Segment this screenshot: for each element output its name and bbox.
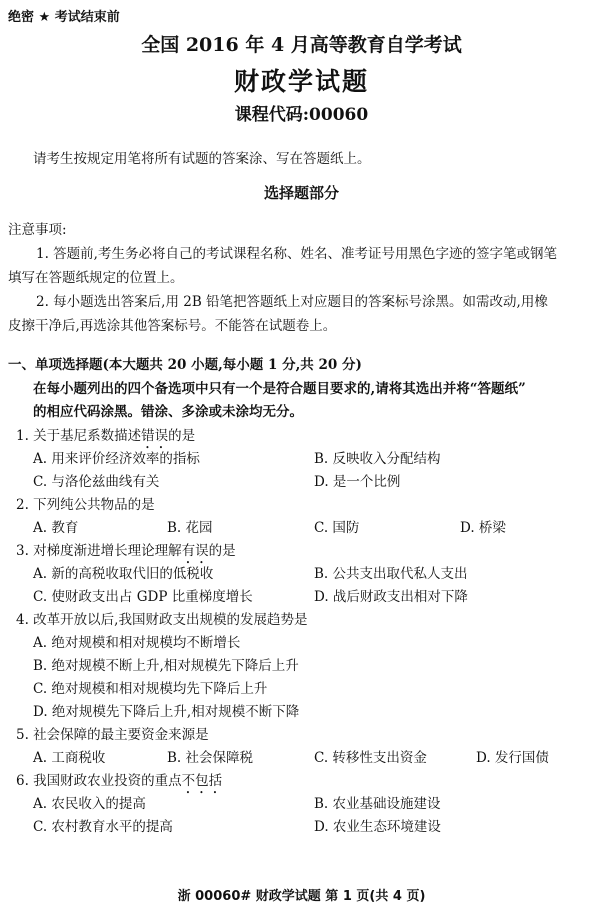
- emphasized-word: 不包括: [181, 773, 223, 789]
- notes-title: 注意事项:: [8, 222, 67, 238]
- option-d: D. 绝对规模先下降后上升,相对规模不断下降: [33, 704, 300, 720]
- option-d: D. 战后财政支出相对下降: [314, 589, 468, 605]
- option-a: A. 新的高税收取代旧的低税收: [33, 566, 214, 582]
- option-a: A. 工商税收: [33, 750, 106, 766]
- subject-title: 财政学试题: [233, 67, 369, 96]
- option-c: C. 绝对规模和相对规模均先下降后上升: [33, 681, 268, 697]
- part-1-title: 一、单项选择题(本大题共 20 小题,每小题 1 分,共 20 分): [8, 357, 362, 373]
- option-c: C. 使财政支出占 GDP 比重梯度增长: [33, 589, 253, 605]
- question-stem: 6. 我国财政农业投资的重点不包括: [16, 773, 223, 789]
- option-a: A. 绝对规模和相对规模均不断增长: [33, 635, 241, 651]
- option-b: B. 农业基础设施建设: [314, 796, 441, 812]
- section-title: 选择题部分: [263, 184, 339, 202]
- option-a: A. 教育: [33, 520, 79, 536]
- option-d: D. 桥梁: [460, 520, 506, 536]
- option-a: A. 用来评价经济效率的指标: [33, 451, 200, 467]
- exam-title: 全国 2016 年 4 月高等教育自学考试: [141, 34, 462, 56]
- option-d: D. 发行国债: [476, 750, 549, 766]
- option-c: C. 转移性支出资金: [314, 750, 427, 766]
- option-c: C. 国防: [314, 520, 360, 536]
- option-b: B. 公共支出取代私人支出: [314, 566, 468, 582]
- part-1-instruction-line-1: 在每小题列出的四个备选项中只有一个是符合题目要求的,请将其选出并将“答题纸”: [33, 381, 526, 397]
- option-b: B. 社会保障税: [167, 750, 254, 766]
- question-stem: 4. 改革开放以后,我国财政支出规模的发展趋势是: [16, 612, 308, 628]
- option-b: B. 花园: [167, 520, 213, 536]
- emphasized-word: 错误: [141, 428, 169, 444]
- question-stem: 1. 关于基尼系数描述错误的是: [16, 428, 196, 444]
- question-stem: 5. 社会保障的最主要资金来源是: [16, 727, 209, 743]
- question-stem: 2. 下列纯公共物品的是: [16, 497, 155, 513]
- option-b: B. 绝对规模不断上升,相对规模先下降后上升: [33, 658, 299, 674]
- page-footer: 浙 00060# 财政学试题 第 1 页(共 4 页): [177, 889, 426, 904]
- note-1-line-2: 填写在答题纸规定的位置上。: [8, 270, 184, 286]
- note-2-line-1: 2. 每小题选出答案后,用 2B 铅笔把答题纸上对应题目的答案标号涂黑。如需改动,用橡: [36, 294, 548, 310]
- course-code: 课程代码:00060: [234, 105, 369, 125]
- part-1-instruction-line-2: 的相应代码涂黑。错涂、多涂或未涂均无分。: [33, 404, 303, 420]
- confidential-label: 绝密 ★ 考试结束前: [8, 10, 120, 25]
- emphasized-word: 有误: [181, 543, 209, 559]
- question-stem: 3. 对梯度渐进增长理论理解有误的是: [16, 543, 236, 559]
- intro-text: 请考生按规定用笔将所有试题的答案涂、写在答题纸上。: [33, 151, 371, 167]
- option-c: C. 与洛伦兹曲线有关: [33, 474, 160, 490]
- note-1-line-1: 1. 答题前,考生务必将自己的考试课程名称、姓名、准考证号用黑色字迹的签字笔或钢笔: [36, 246, 557, 262]
- option-d: D. 农业生态环境建设: [314, 819, 441, 835]
- note-2-line-2: 皮擦干净后,再选涂其他答案标号。不能答在试题卷上。: [8, 318, 337, 334]
- option-c: C. 农村教育水平的提高: [33, 819, 173, 835]
- option-b: B. 反映收入分配结构: [314, 451, 441, 467]
- option-a: A. 农民收入的提高: [33, 796, 146, 812]
- option-d: D. 是一个比例: [314, 474, 401, 490]
